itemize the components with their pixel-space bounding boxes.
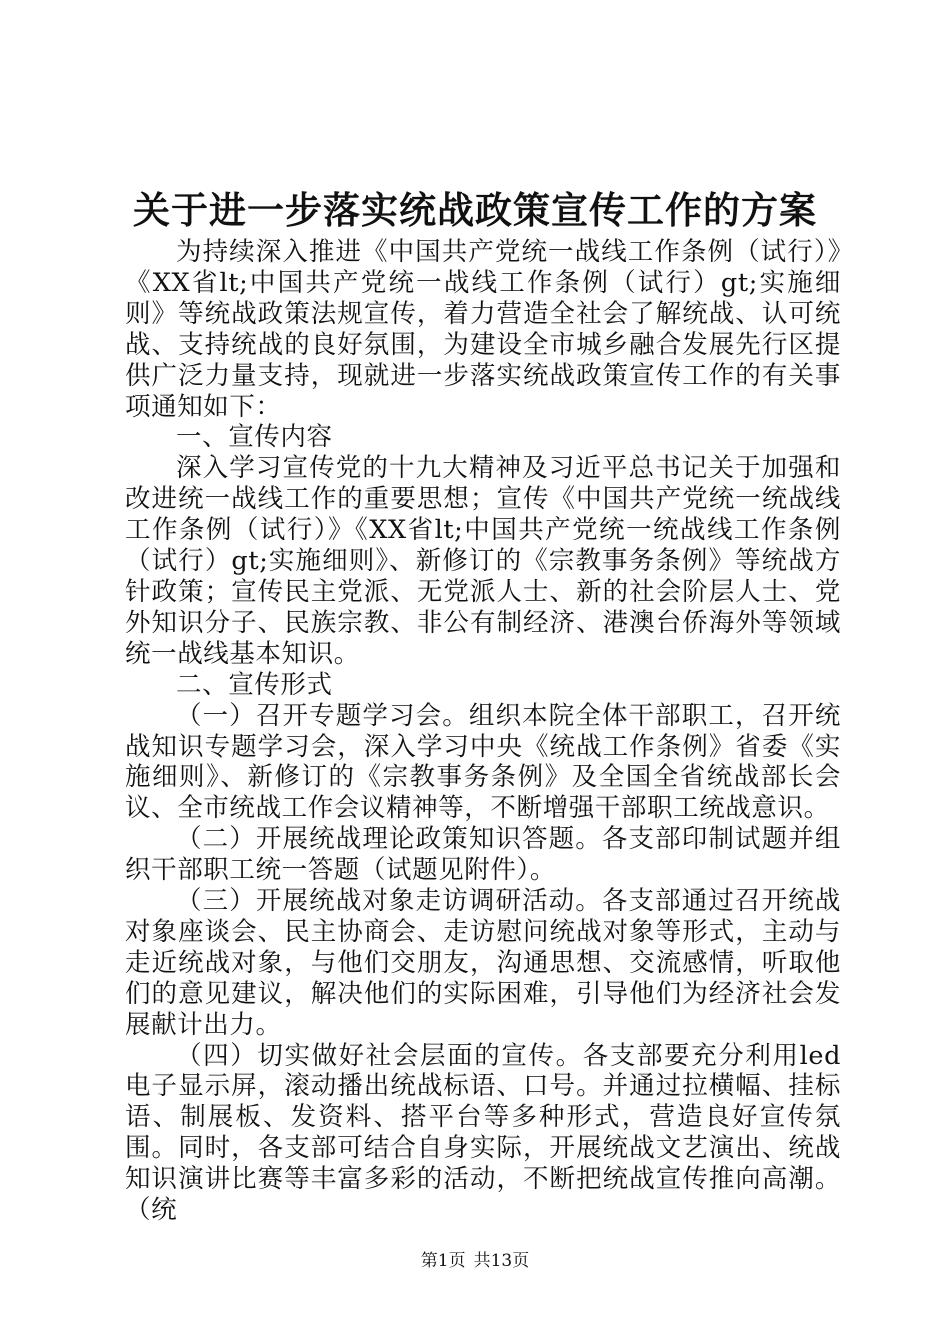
document-body [125,237,841,1226]
form-item-3-paragraph: （三）开展统战对象走访调研活动。各支部通过召开统战对象座谈会、民主协商会、走访慰问统战对象等形式，主动与走近统战对象，与他们交朋友，沟通思想、交流感情，听取他们的意见建议，解决他们的实际困难，引导他们为经济社会发展献计出力。 [125,886,841,1040]
intro-paragraph: 为持续深入推进《中国共产党统一战线工作条例（试行）》《XX省lt;中国共产党统一战线工作条例（试行）gt;实施细则》等统战政策法规宣传，着力营造全社会了解统战、认可统战、支持统战的良好氛围，为建设全市城乡融合发展先行区提供广泛力量支持，现就进一步落实统战政策宣传工作的有关事项通知如下： [125,237,841,422]
content-paragraph: 深入学习宣传党的十九大精神及习近平总书记关于加强和改进统一战线工作的重要思想；宣传《中国共产党统一统战线工作条例（试行）》《XX省lt;中国共产党统一统战线工作条例（试行）gt;实施细则》、新修订的《宗教事务条例》等统战方针政策；宣传民主党派、无党派人士、新的社会阶层人士、党外知识分子、民族宗教、非公有制经济、港澳台侨海外等领域统一战线基本知识。 [125,453,841,669]
page-number: 第1页 [420,1251,466,1271]
page-footer [0,1250,950,1272]
form-item-2-paragraph: （二）开展统战理论政策知识答题。各支部印制试题并组织干部职工统一答题（试题见附件）。 [125,824,841,886]
page-total: 共13页 [473,1251,530,1271]
section-heading-content: 一、宣传内容 [176,422,333,453]
form-item-1-paragraph: （一）召开专题学习会。组织本院全体干部职工，召开统战知识专题学习会，深入学习中央《统战工作条例》省委《实施细则》、新修订的《宗教事务条例》及全国全省统战部长会议、全市统战工作会议精神等，不断增强干部职工统战意识。 [125,700,841,824]
document-title: 关于进一步落实统战政策宣传工作的方案 [133,188,817,232]
section-heading-form: 二、宣传形式 [176,669,333,700]
form-item-4-paragraph: （四）切实做好社会层面的宣传。各支部要充分利用led电子显示屏，滚动播出统战标语、口号。并通过拉横幅、挂标语、制展板、发资料、搭平台等多种形式，营造良好宣传氛围。同时，各支部可结合自身实际，开展统战文艺演出、统战知识演讲比赛等丰富多彩的活动，不断把统战宣传推向高潮。（统 [125,1040,841,1226]
